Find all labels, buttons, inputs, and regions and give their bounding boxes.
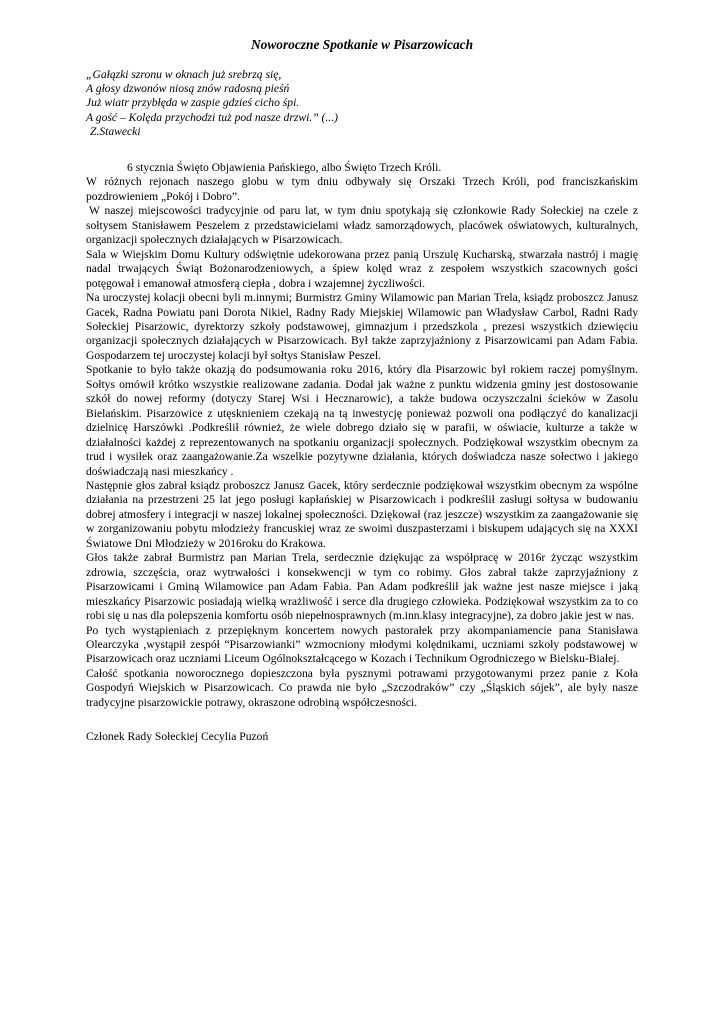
- signature: Członek Rady Sołeckiej Cecylia Puzoń: [86, 730, 269, 744]
- paragraph: 6 stycznia Święto Objawienia Pańskiego, albo Święto Trzech Króli.: [127, 161, 442, 175]
- poem-line: Już wiatr przybłęda w zaspie gdzieś cicho śpi.: [86, 96, 300, 110]
- poem-line: A gość – Kolęda przychodzi tuż pod nasze drzwi.” (...): [86, 110, 338, 124]
- poem-quote: [86, 68, 638, 139]
- paragraph: Głos także zabrał Burmistrz pan Marian Trela, serdecznie dziękując za współpracę w 2016r życząc wszystkim zdrowia, szczęścia, oraz wytrwałości i konsekwencji w tym co robimy. Głos zabrał także zaprzyjaźniony z Pisarzowicami i Gminą Wilamowice pan Adam Fabia. Pan Adam podkreślił jak ważne jest nasze miejsce i jaką mieszkańcy Pisarzowic posiadają wielką wrażliwość i serce dla drugiego człowieka. Podziękował wszystkim za to co robi się u nas dla polepszenia komfortu osób niepełnosprawnych (m.inn.klasy integracyjne), za dobro jakie jest w nas.: [86, 551, 638, 623]
- paragraph: W naszej miejscowości tradycyjnie od paru lat, w tym dniu spotykają się członkowie Rady Sołeckiej na czele z sołtysem Stanisławem Peszelem z przedstawicielami władz samorządowych, placówek oświatowych, kulturalnych, organizacji społecznych działających w Pisarzowicach.: [86, 204, 638, 247]
- poem-author: Z.Stawecki: [90, 124, 141, 138]
- paragraph: W różnych rejonach naszego globu w tym dniu odbywały się Orszaki Trzech Króli, pod franciszkańskim pozdrowieniem „Pokój i Dobro”.: [86, 175, 638, 203]
- paragraph: Następnie głos zabrał ksiądz proboszcz Janusz Gacek, który serdecznie podziękował wszystkim obecnym za wspólne działania na przestrzeni 25 lat jego posługi kapłańskiej w Pisarzowicach i podkreślił zasługi sołtysa w budowaniu dobrej atmosfery i integracji w naszej lokalnej społeczności. Dziękował (raz jeszcze) wszystkim za zaangażowanie się w zorganizowaniu pobytu młodzieży francuskiej wraz ze swoimi duszpasterzami i biskupem udających się na XXXI Światowe Dni Młodzieży w 2016roku do Krakowa.: [86, 478, 638, 550]
- poem-line: A głosy dzwonów niosą znów radosną pieśń: [86, 82, 290, 96]
- article-body: [86, 161, 638, 710]
- document-title: Noworoczne Spotkanie w Pisarzowicach: [250, 37, 474, 52]
- poem-line: „Gałązki szronu w oknach już srebrzą się,: [86, 68, 282, 81]
- paragraph: Po tych wystąpieniach z przepięknym koncertem nowych pastorałek przy akompaniamencie pana Stanisława Olearczyka ,wystąpił zespół “Pisarzowianki” wzmocniony młodymi kolędnikami, uczniami szkoły podstawowej w Pisarzowicach oraz uczniami Liceum Ogólnokształcącego w Kozach i Technikum Ogrodniczego w Bielsku-Białej.: [86, 623, 638, 666]
- paragraph: Całość spotkania noworocznego dopieszczona była pysznymi potrawami przygotowanymi przez panie z Koła Gospodyń Wiejskich w Pisarzowicach. Co prawda nie było „Szczodraków” czy „Śląskich sójek”, ale były nasze tradycyjne pisarzowickie potrawy, okraszone odrobiną współczesności.: [86, 666, 638, 709]
- paragraph: Spotkanie to było także okazją do podsumowania roku 2016, który dla Pisarzowic był rokiem raczej pomyślnym. Sołtys omówił krótko wszystkie realizowane zadania. Dodał jak ważne z punktu widzenia gminy jest dostosowanie szkół do nowej reformy (dotyczy Starej Wsi i Hecznarowic), a także budowa oczyszczalni ścieków w Zasolu Bielańskim. Pisarzowice z utęsknieniem czekają na tą inwestycję ponieważ pozwoli ona podłączyć do kanalizacji dzielnicę Harszówki .Podkreślił również, że wiele dobrego działo się w parafii, w oświacie, kulturze a także w działalności każdej z reprezentowanych na spotkaniu organizacji społecznych. Podziękował wszystkim obecnym za trud i wysiłek oraz zaangażowanie.Za wszelkie pozytywne działania, których doświadcza nasze sołectwo i jakiego doświadczają nasi mieszkańcy .: [86, 363, 638, 478]
- document-page: [86, 36, 638, 744]
- paragraph: Sala w Wiejskim Domu Kultury odświętnie udekorowana przez panią Urszulę Kucharską, stwarzała nastrój i magię nadal trwających Świąt Bożonarodzeniowych, a śpiew kolęd wraz z zespołem wszystkich szacownych gości potęgował i emanował atmosferą ciepła , dobra i wzajemnej życzliwości.: [86, 247, 638, 290]
- paragraph: Na uroczystej kolacji obecni byli m.innymi; Burmistrz Gminy Wilamowic pan Marian Trela, ksiądz proboszcz Janusz Gacek, Radna Powiatu pani Dorota Nikiel, Radny Rady Miejskiej Wilamowic pan Władysław Carbol, Radni Rady Sołeckiej Pisarzowic, dyrektorzy szkoły podstawowej, gimnazjum i przedszkola , prezesi wszystkich dziewięciu organizacji społecznych działających w Pisarzowicach. Był także zaprzyjaźniony z Pisarzowicami pan Adam Fabia. Gospodarzem tej uroczystej kolacji był sołtys Stanisław Peszel.: [86, 291, 638, 362]
